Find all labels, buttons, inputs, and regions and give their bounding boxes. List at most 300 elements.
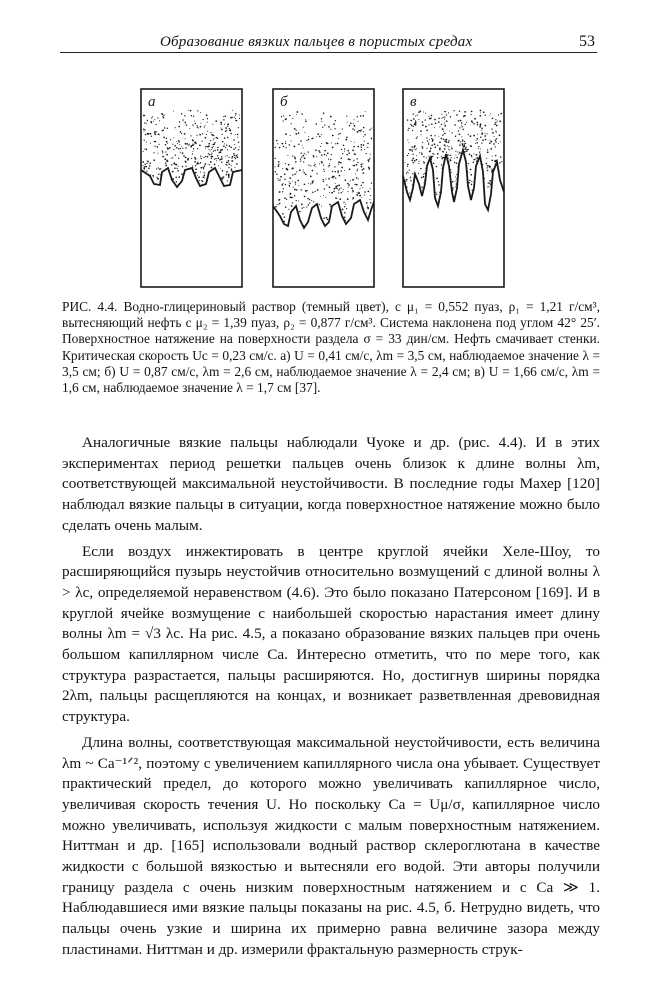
stipple-dot xyxy=(358,192,360,194)
stipple-dot xyxy=(348,184,350,186)
stipple-dot xyxy=(276,174,278,176)
stipple-dot xyxy=(495,155,496,156)
stipple-dot xyxy=(312,170,314,172)
stipple-dot xyxy=(319,136,321,138)
stipple-dot xyxy=(219,152,221,154)
stipple-dot xyxy=(432,139,433,140)
stipple-dot xyxy=(496,131,497,132)
stipple-dot xyxy=(201,123,202,124)
stipple-dot xyxy=(458,134,459,135)
stipple-dot xyxy=(181,146,182,147)
stipple-dot xyxy=(311,200,312,201)
stipple-dot xyxy=(354,160,355,161)
stipple-dot xyxy=(341,157,343,159)
stipple-dot xyxy=(225,156,226,157)
stipple-dot xyxy=(493,143,495,145)
stipple-dot xyxy=(315,164,316,165)
stipple-dot xyxy=(441,164,442,165)
stipple-dot xyxy=(301,153,302,154)
stipple-dot xyxy=(416,159,418,161)
stipple-dot xyxy=(289,181,290,182)
stipple-dot xyxy=(178,158,179,159)
stipple-dot xyxy=(224,137,226,139)
stipple-dot xyxy=(235,158,236,159)
stipple-dot xyxy=(455,181,456,182)
stipple-dot xyxy=(297,180,299,182)
stipple-dot xyxy=(203,157,204,158)
stipple-dot xyxy=(462,140,463,141)
stipple-dot xyxy=(421,186,423,188)
stipple-dot xyxy=(217,147,218,148)
stipple-dot xyxy=(174,167,176,169)
stipple-dot xyxy=(350,180,351,181)
stipple-dot xyxy=(487,165,488,166)
stipple-dot xyxy=(237,156,239,158)
stipple-dot xyxy=(487,149,488,150)
stipple-dot xyxy=(310,183,311,184)
stipple-dot xyxy=(443,130,444,131)
stipple-dot xyxy=(294,189,296,191)
stipple-dot xyxy=(357,131,359,133)
stipple-dot xyxy=(480,148,481,149)
stipple-dot xyxy=(304,153,305,154)
stipple-dot xyxy=(369,199,370,200)
stipple-dot xyxy=(335,187,336,188)
stipple-dot xyxy=(434,119,436,121)
stipple-dot xyxy=(227,149,228,150)
stipple-dot xyxy=(304,183,306,185)
figure-panel-a xyxy=(140,88,243,288)
stipple-dot xyxy=(313,156,314,157)
stipple-dot xyxy=(285,184,286,185)
stipple-dot xyxy=(203,176,205,178)
stipple-dot xyxy=(321,143,322,144)
stipple-dot xyxy=(323,169,324,170)
stipple-dot xyxy=(458,140,460,142)
stipple-dot xyxy=(237,154,238,155)
stipple-dot xyxy=(478,148,479,149)
stipple-dot xyxy=(417,136,418,137)
stipple-dot xyxy=(426,129,428,131)
stipple-dot xyxy=(317,133,319,135)
stipple-dot xyxy=(423,174,424,175)
stipple-dot xyxy=(180,131,181,132)
stipple-dot xyxy=(173,111,174,112)
stipple-dot xyxy=(186,143,188,145)
stipple-dot xyxy=(284,197,286,199)
stipple-dot xyxy=(281,116,282,117)
stipple-dot xyxy=(204,165,205,166)
stipple-dot xyxy=(305,174,307,176)
stipple-dot xyxy=(181,133,182,134)
stipple-dot xyxy=(226,174,227,175)
stipple-dot xyxy=(354,125,355,126)
stipple-dot xyxy=(347,198,349,200)
stipple-dot xyxy=(303,147,304,148)
stipple-dot xyxy=(444,111,445,112)
stipple-dot xyxy=(202,167,203,168)
stipple-dot xyxy=(348,158,350,160)
stipple-dot xyxy=(328,159,329,160)
stipple-dot xyxy=(412,158,414,160)
stipple-dot xyxy=(150,143,151,144)
stipple-dot xyxy=(210,132,211,133)
stipple-dot xyxy=(486,167,487,168)
stipple-dot xyxy=(439,141,441,143)
stipple-dot xyxy=(292,155,293,156)
stipple-dot xyxy=(143,151,144,152)
stipple-dot xyxy=(304,157,306,159)
stipple-dot xyxy=(494,160,496,162)
stipple-dot xyxy=(484,135,486,137)
stipple-dot xyxy=(358,162,359,163)
stipple-dot xyxy=(411,149,412,150)
stipple-dot xyxy=(154,131,155,132)
stipple-dot xyxy=(358,121,359,122)
stipple-dot xyxy=(220,128,221,129)
stipple-dot xyxy=(470,135,472,137)
stipple-dot xyxy=(308,136,309,137)
stipple-dot xyxy=(200,162,201,163)
stipple-dot xyxy=(172,157,173,158)
stipple-dot xyxy=(214,142,216,144)
stipple-dot xyxy=(207,146,208,147)
stipple-dot xyxy=(206,114,208,116)
stipple-dot xyxy=(196,135,197,136)
stipple-dot xyxy=(316,136,317,137)
stipple-dot xyxy=(284,179,285,180)
stipple-dot xyxy=(200,158,201,159)
stipple-dot xyxy=(144,139,145,140)
stipple-dot xyxy=(343,202,344,203)
stipple-dot xyxy=(418,119,419,120)
stipple-dot xyxy=(289,115,290,116)
stipple-dot xyxy=(174,145,176,147)
stipple-dot xyxy=(350,123,352,125)
stipple-dot xyxy=(215,120,217,122)
stipple-dot xyxy=(176,141,177,142)
stipple-dot xyxy=(487,170,489,172)
stipple-dot xyxy=(430,117,432,119)
stipple-dot xyxy=(303,127,304,128)
stipple-dot xyxy=(285,206,287,208)
stipple-dot xyxy=(219,159,220,160)
stipple-dot xyxy=(306,190,307,191)
stipple-dot xyxy=(451,148,452,149)
stipple-dot xyxy=(197,125,198,126)
stipple-dot xyxy=(338,190,339,191)
stipple-dot xyxy=(357,192,358,193)
stipple-dot xyxy=(347,122,348,123)
stipple-dot xyxy=(468,163,469,164)
stipple-dot xyxy=(236,155,237,156)
stipple-dot xyxy=(417,115,418,116)
stipple-dot xyxy=(223,176,224,177)
stipple-dot xyxy=(328,165,330,167)
stipple-dot xyxy=(284,173,286,175)
stipple-dot xyxy=(434,135,435,136)
stipple-dot xyxy=(293,187,294,188)
stipple-dot xyxy=(338,161,340,163)
stipple-dot xyxy=(345,220,346,221)
stipple-dot xyxy=(278,204,279,205)
stipple-dot xyxy=(414,149,415,150)
stipple-dot xyxy=(327,143,329,145)
stipple-dot xyxy=(418,173,419,174)
stipple-dot xyxy=(407,130,408,131)
stipple-dot xyxy=(228,160,230,162)
stipple-dot xyxy=(441,156,442,157)
stipple-dot xyxy=(361,147,362,148)
stipple-dot xyxy=(361,166,363,168)
stipple-dot xyxy=(348,191,349,192)
stipple-dot xyxy=(144,166,146,168)
stipple-dot xyxy=(438,184,439,185)
stipple-dot xyxy=(335,171,336,172)
stipple-dot xyxy=(291,123,292,124)
stipple-dot xyxy=(204,126,205,127)
stipple-dot xyxy=(407,119,408,120)
stipple-dot xyxy=(439,127,440,128)
stipple-dot xyxy=(238,127,239,128)
stipple-dot xyxy=(178,140,179,141)
stipple-dot xyxy=(294,128,296,130)
stipple-dot xyxy=(190,146,192,148)
stipple-dot xyxy=(431,115,433,117)
stipple-dot xyxy=(444,148,446,150)
stipple-dot xyxy=(146,166,147,167)
stipple-dot xyxy=(305,132,306,133)
stipple-dot xyxy=(415,115,416,116)
stipple-dot xyxy=(421,152,422,153)
stipple-dot xyxy=(491,129,492,130)
stipple-dot xyxy=(163,152,164,153)
stipple-dot xyxy=(477,134,478,135)
stipple-dot xyxy=(189,128,190,129)
stipple-dot xyxy=(283,146,284,147)
stipple-dot xyxy=(341,167,343,169)
stipple-dot xyxy=(296,171,297,172)
stipple-dot xyxy=(448,140,450,142)
stipple-dot xyxy=(460,141,461,142)
stipple-dot xyxy=(200,112,201,113)
stipple-dot xyxy=(297,189,298,190)
stipple-dot xyxy=(356,158,357,159)
stipple-dot xyxy=(295,133,297,135)
stipple-dot xyxy=(468,134,469,135)
stipple-dot xyxy=(222,141,224,143)
stipple-dot xyxy=(356,177,358,179)
stipple-dot xyxy=(494,136,495,137)
stipple-dot xyxy=(193,148,194,149)
stipple-dot xyxy=(210,151,211,152)
stipple-dot xyxy=(279,203,281,205)
stipple-dot xyxy=(192,124,193,125)
stipple-dot xyxy=(439,147,441,149)
stipple-dot xyxy=(352,198,353,199)
stipple-dot xyxy=(475,158,476,159)
stipple-dot xyxy=(185,138,186,139)
stipple-dot xyxy=(188,110,189,111)
stipple-dot xyxy=(233,155,234,156)
stipple-dot xyxy=(238,142,239,143)
stipple-dot xyxy=(455,135,456,136)
stipple-dot xyxy=(184,115,185,116)
stipple-dot xyxy=(160,168,161,169)
paragraph: Если воздух инжектировать в центре круглой ячейки Хеле-Шоу, то расширяющийся пузырь неустойчив относительно возмущений с длиной волны λ > λc, определяемой неравенством (4.6). Это было показано Патерсоном [169]. И в круглой ячейке возмущение с наибольшей скоростью нарастания имеет длину волны λm = √3 λc. На рис. 4.5, а показано образование вязких пальцев при очень большом капиллярном числе Ca. Интересно отметить, что по мере того, как структура разрастается, пальцы расширяются. Но, достигнув ширины порядка 2λm, пальцы расщепляются на концах, и возникает разветвленная древовидная структура. xyxy=(62,542,600,726)
stipple-dot xyxy=(289,185,290,186)
stipple-dot xyxy=(205,125,206,126)
stipple-dot xyxy=(149,165,151,167)
stipple-dot xyxy=(476,138,478,140)
stipple-dot xyxy=(303,171,304,172)
stipple-dot xyxy=(197,162,198,163)
stipple-dot xyxy=(274,166,275,167)
stipple-dot xyxy=(326,155,327,156)
stipple-dot xyxy=(356,165,357,166)
stipple-dot xyxy=(496,125,498,127)
stipple-dot xyxy=(351,187,353,189)
stipple-dot xyxy=(230,147,232,149)
stipple-dot xyxy=(182,152,184,154)
stipple-dot xyxy=(178,126,180,128)
stipple-dot xyxy=(322,179,324,181)
stipple-dot xyxy=(226,172,227,173)
stipple-dot xyxy=(366,212,367,213)
stipple-dot xyxy=(235,113,237,115)
stipple-dot xyxy=(462,145,463,146)
stipple-dot xyxy=(191,115,192,116)
stipple-dot xyxy=(323,195,324,196)
stipple-dot xyxy=(335,186,337,188)
stipple-dot xyxy=(482,139,484,141)
stipple-dot xyxy=(200,167,202,169)
stipple-dot xyxy=(329,192,330,193)
stipple-dot xyxy=(303,207,304,208)
stipple-dot xyxy=(438,181,439,182)
stipple-dot xyxy=(423,176,425,178)
stipple-dot xyxy=(408,172,409,173)
stipple-dot xyxy=(443,134,444,135)
stipple-dot xyxy=(321,121,322,122)
stipple-dot xyxy=(459,127,460,128)
stipple-dot xyxy=(304,196,306,198)
stipple-dot xyxy=(202,181,204,183)
stipple-dot xyxy=(415,121,417,123)
stipple-dot xyxy=(312,192,314,194)
stipple-dot xyxy=(184,133,186,135)
stipple-dot xyxy=(455,151,456,152)
stipple-dot xyxy=(319,204,320,205)
stipple-dot xyxy=(211,158,212,159)
stipple-dot xyxy=(454,110,455,111)
stipple-dot xyxy=(142,165,143,166)
stipple-dot xyxy=(287,155,288,156)
stipple-dot xyxy=(180,152,181,153)
stipple-dot xyxy=(421,153,422,154)
body-text xyxy=(62,433,600,961)
stipple-dot xyxy=(275,171,276,172)
stipple-dot xyxy=(194,162,195,163)
stipple-dot xyxy=(342,191,343,192)
stipple-dot xyxy=(416,138,417,139)
stipple-dot xyxy=(344,212,346,214)
stipple-dot xyxy=(211,154,212,155)
stipple-dot xyxy=(192,144,193,145)
stipple-dot xyxy=(295,181,296,182)
stipple-dot xyxy=(236,120,238,122)
stipple-dot xyxy=(298,200,299,201)
stipple-dot xyxy=(431,144,433,146)
stipple-dot xyxy=(354,142,355,143)
stipple-dot xyxy=(291,205,293,207)
stipple-dot xyxy=(289,183,291,185)
stipple-dot xyxy=(211,167,213,169)
stipple-dot xyxy=(305,119,306,120)
stipple-dot xyxy=(299,211,300,212)
stipple-dot xyxy=(474,118,476,120)
page-number: 53 xyxy=(579,33,595,50)
stipple-dot xyxy=(239,118,240,119)
stipple-dot xyxy=(143,128,144,129)
stipple-dot xyxy=(157,146,159,148)
stipple-dot xyxy=(167,147,168,148)
stipple-dot xyxy=(197,110,198,111)
stipple-dot xyxy=(213,138,214,139)
stipple-dot xyxy=(315,191,316,192)
stipple-dot xyxy=(145,134,146,135)
stipple-dot xyxy=(421,177,423,179)
stipple-dot xyxy=(288,209,289,210)
stipple-dot xyxy=(498,143,499,144)
stipple-dot xyxy=(360,115,362,117)
stipple-dot xyxy=(353,123,354,124)
stipple-dot xyxy=(333,191,334,192)
stipple-dot xyxy=(499,162,501,164)
stipple-dot xyxy=(451,132,452,133)
stipple-dot xyxy=(165,163,166,164)
stipple-dot xyxy=(481,127,483,129)
stipple-dot xyxy=(487,186,488,187)
stipple-dot xyxy=(301,157,302,158)
stipple-dot xyxy=(228,124,229,125)
stipple-dot xyxy=(369,188,370,189)
stipple-dot xyxy=(294,195,295,196)
stipple-dot xyxy=(164,158,166,160)
stipple-dot xyxy=(154,146,155,147)
stipple-dot xyxy=(457,151,458,152)
stipple-dot xyxy=(367,191,369,193)
stipple-dot xyxy=(214,158,215,159)
stipple-dot xyxy=(308,139,310,141)
stipple-dot xyxy=(478,146,479,147)
stipple-dot xyxy=(300,161,301,162)
stipple-dot xyxy=(213,139,214,140)
stipple-dot xyxy=(307,198,308,199)
stipple-dot xyxy=(203,175,205,177)
stipple-dot xyxy=(319,150,320,151)
stipple-dot xyxy=(407,166,408,167)
stipple-dot xyxy=(283,188,284,189)
stipple-dot xyxy=(302,145,303,146)
stipple-dot xyxy=(338,134,339,135)
stipple-dot xyxy=(480,123,482,125)
stipple-dot xyxy=(204,137,206,139)
figure-4-4 xyxy=(140,88,530,290)
stipple-dot xyxy=(479,152,480,153)
stipple-dot xyxy=(185,157,186,158)
stipple-dot xyxy=(462,141,463,142)
